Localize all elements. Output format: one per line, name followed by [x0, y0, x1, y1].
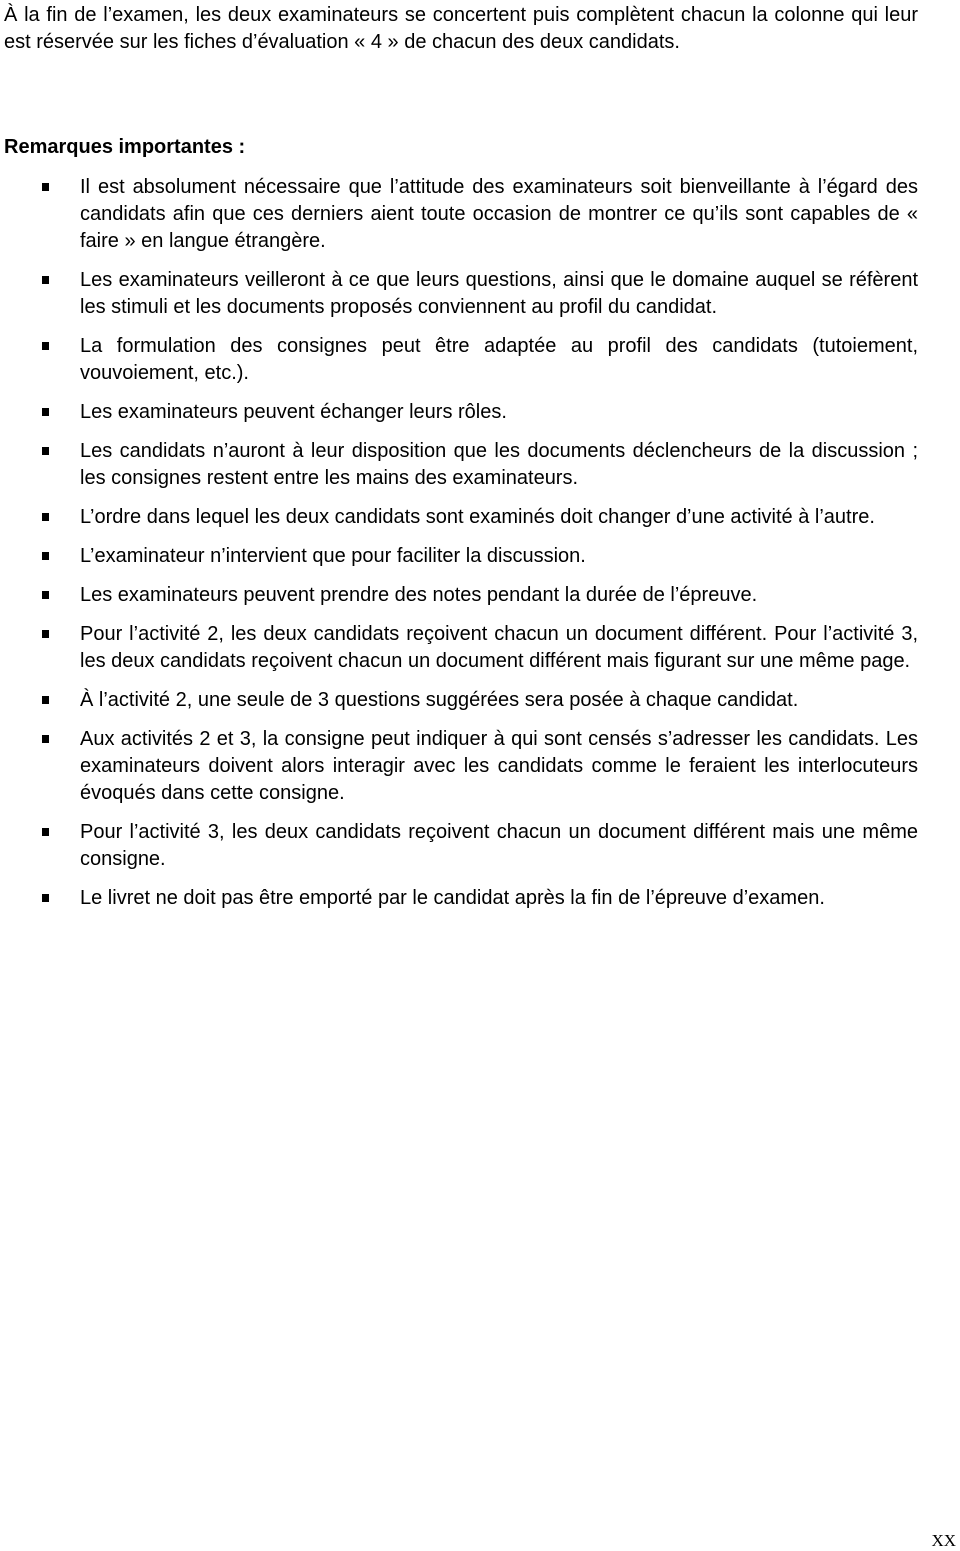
list-item-text: Les examinateurs peuvent prendre des notes pendant la durée de l’épreuve. [80, 584, 758, 606]
square-bullet-icon [42, 447, 49, 455]
list-item-text: Les examinateurs peuvent échanger leurs rôles. [80, 401, 507, 423]
square-bullet-icon [42, 630, 49, 638]
section-heading: Remarques importantes : [4, 136, 246, 158]
square-bullet-icon [42, 408, 49, 416]
list-item [0, 333, 918, 387]
list-item-text: L’examinateur n’intervient que pour faciliter la discussion. [80, 545, 586, 567]
square-bullet-icon [42, 828, 49, 836]
list-item [0, 438, 918, 492]
list-item [0, 543, 918, 570]
remarks-list [0, 174, 960, 924]
square-bullet-icon [42, 513, 49, 521]
intro-paragraph: À la fin de l’examen, les deux examinateurs se concertent puis complètent chacun la colonne qui leur est réservée sur les fiches d’évaluation « 4 » de chacun des deux candidats. [4, 4, 918, 53]
list-item [0, 621, 918, 675]
list-item [0, 819, 918, 873]
list-item [0, 687, 918, 714]
list-item-text: L’ordre dans lequel les deux candidats sont examinés doit changer d’une activité à l’autre. [80, 506, 875, 528]
list-item [0, 726, 918, 807]
list-item [0, 582, 918, 609]
page-number: XX [931, 1531, 956, 1550]
list-item-text: Pour l’activité 3, les deux candidats reçoivent chacun un document différent mais une même consigne. [80, 821, 918, 870]
square-bullet-icon [42, 342, 49, 350]
square-bullet-icon [42, 894, 49, 902]
list-item [0, 504, 918, 531]
list-item-text: La formulation des consignes peut être adaptée au profil des candidats (tutoiement, vouvoiement, etc.). [80, 335, 918, 384]
list-item-text: Aux activités 2 et 3, la consigne peut indiquer à qui sont censés s’adresser les candidats. Les examinateurs doivent alors interagir avec les candidats comme le feraient les interlocuteurs évoqués dans cette consigne. [80, 728, 918, 804]
list-item-text: Il est absolument nécessaire que l’attitude des examinateurs soit bienveillante à l’égard des candidats afin que ces derniers aient toute occasion de montrer ce qu’ils sont capables de « faire » en langue étrangère. [80, 176, 918, 252]
list-item-text: Les candidats n’auront à leur disposition que les documents déclencheurs de la discussion ; les consignes restent entre les mains des examinateurs. [80, 440, 918, 489]
list-item-text: Les examinateurs veilleront à ce que leurs questions, ainsi que le domaine auquel se réfèrent les stimuli et les documents proposés conviennent au profil du candidat. [80, 269, 918, 318]
square-bullet-icon [42, 552, 49, 560]
list-item [0, 267, 918, 321]
square-bullet-icon [42, 735, 49, 743]
list-item-text: Pour l’activité 2, les deux candidats reçoivent chacun un document différent. Pour l’activité 3, les deux candidats reçoivent chacun un document différent mais figurant sur une même page. [80, 623, 918, 672]
list-item-text: À l’activité 2, une seule de 3 questions suggérées sera posée à chaque candidat. [80, 689, 799, 711]
list-item-text: Le livret ne doit pas être emporté par le candidat après la fin de l’épreuve d’examen. [80, 887, 825, 909]
list-item [0, 399, 918, 426]
list-item [0, 174, 918, 255]
list-item [0, 885, 918, 912]
square-bullet-icon [42, 591, 49, 599]
square-bullet-icon [42, 183, 49, 191]
square-bullet-icon [42, 276, 49, 284]
square-bullet-icon [42, 696, 49, 704]
